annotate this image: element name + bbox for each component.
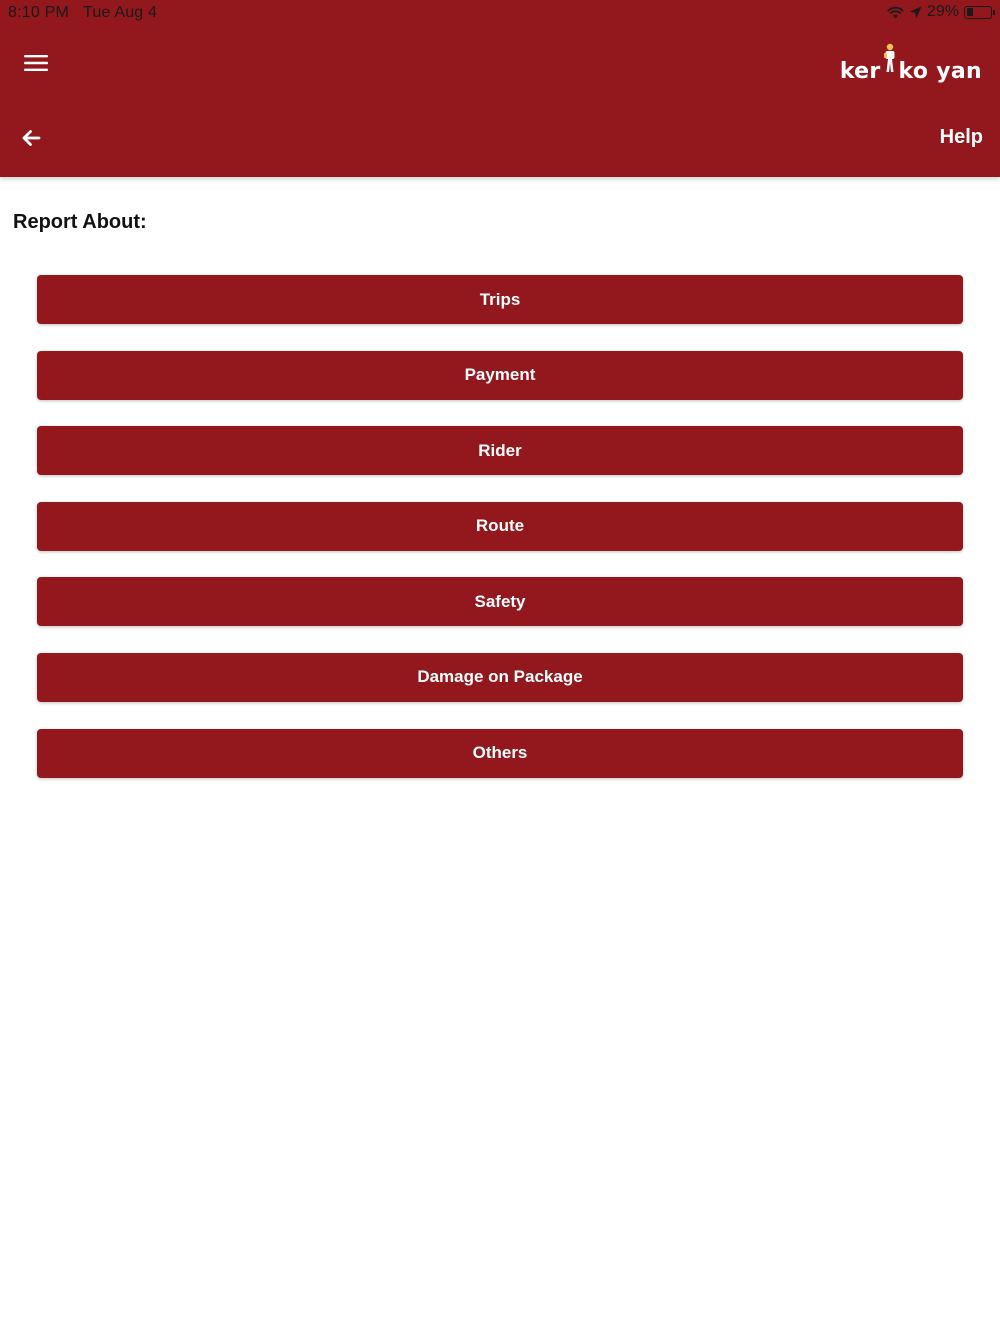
status-bar [0,0,1000,26]
report-damage-on-package-button[interactable]: Damage on Package [37,653,963,702]
wifi-icon [887,6,904,19]
status-time: 8:10 PM [8,4,69,21]
hamburger-menu-icon[interactable] [16,46,56,80]
report-others-button[interactable]: Others [37,729,963,778]
battery-icon [964,6,992,19]
report-options-list [37,275,963,804]
app-logo [840,44,982,84]
app-header [0,0,1000,177]
rider-figure-icon [882,42,898,84]
report-trips-button[interactable]: Trips [37,275,963,324]
logo-text-right: ko yan [898,59,982,84]
page-title: Report About: [13,211,147,233]
status-date: Tue Aug 4 [83,4,158,21]
battery-level-fill [967,8,973,16]
report-rider-button[interactable]: Rider [37,426,963,475]
help-link[interactable]: Help [939,126,983,148]
battery-percent: 29% [926,3,959,20]
location-arrow-icon [909,6,922,19]
report-safety-button[interactable]: Safety [37,577,963,626]
report-route-button[interactable]: Route [37,502,963,551]
report-payment-button[interactable]: Payment [37,351,963,400]
logo-text-left: ker [839,59,881,84]
status-indicators [887,3,992,21]
arrow-left-icon[interactable] [16,121,46,155]
